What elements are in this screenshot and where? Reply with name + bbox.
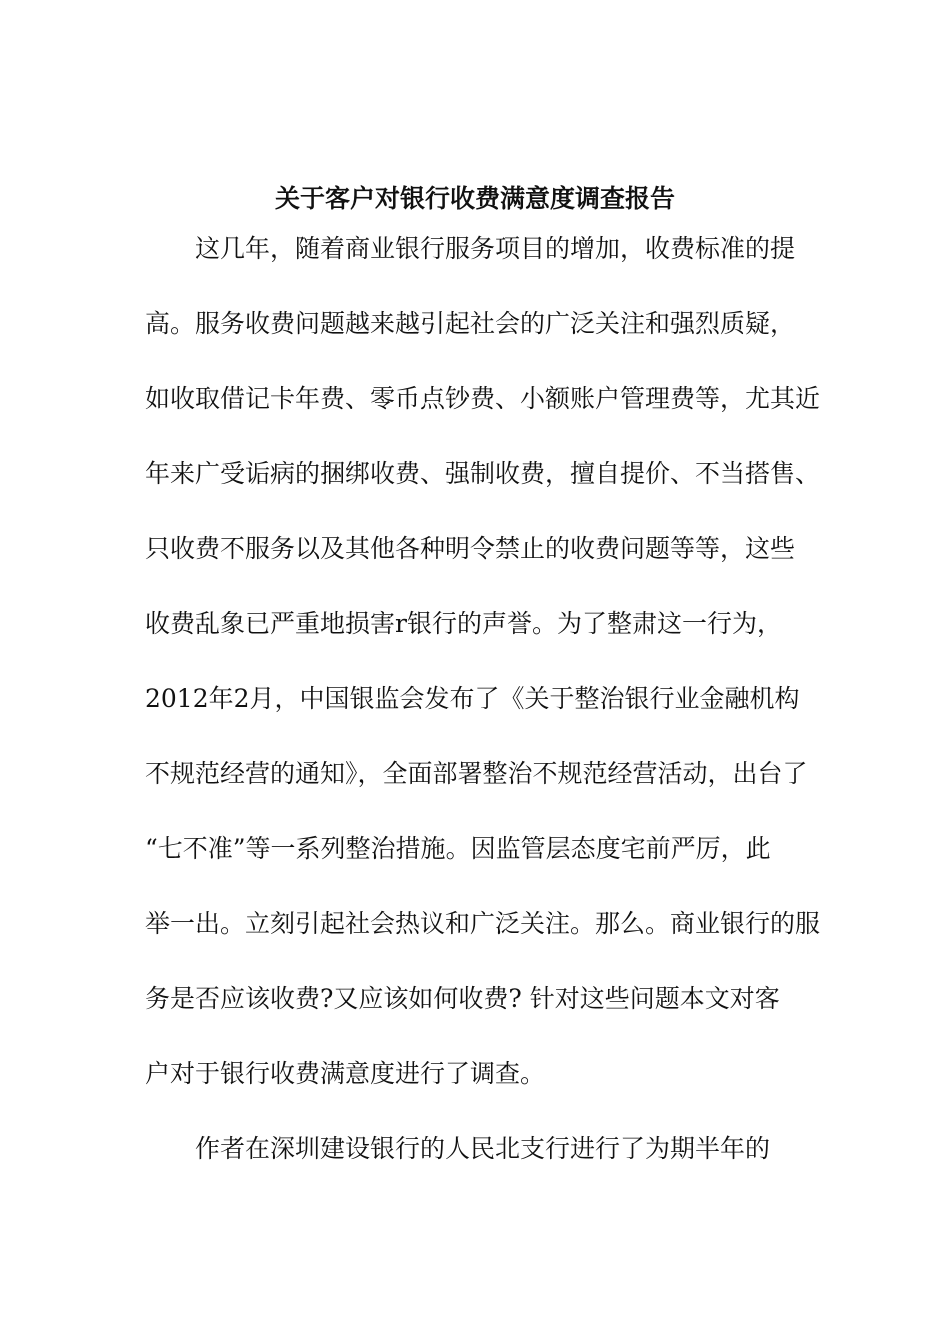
paragraph-line: 只收费不服务以及其他各种明令禁止的收费问题等等，这些 — [145, 534, 796, 563]
paragraph-line: 举一出。立刻引起社会热议和广泛关注。那么。商业银行的服 — [145, 909, 821, 938]
paragraph-line: 如收取借记卡年费、零币点钞费、小额账户管理费等，尤其近 — [145, 384, 821, 413]
paragraph-line: 户对于银行收费满意度进行了调查。 — [145, 1059, 546, 1088]
paragraph-line: 作者在深圳建设银行的人民北支行进行了为期半年的 — [195, 1134, 771, 1163]
paragraph-line: 收费乱象已严重地损害r银行的声誉。为了整肃这一行为， — [145, 609, 782, 638]
paragraph-line: 高。服务收费问题越来越引起社会的广泛关注和强烈质疑， — [145, 309, 796, 338]
paragraph-line: “七不准”等一系列整治措施。因监管层态度宅前严厉，此 — [145, 834, 771, 863]
paragraph-line: 2012年2月，中国银监会发布了《关于整治银行业金融机构 — [145, 684, 800, 713]
paragraph-line: 这几年，随着商业银行服务项目的增加，收费标准的提 — [195, 234, 796, 263]
paragraph-line: 不规范经营的通知》，全面部署整治不规范经营活动，出台了 — [145, 759, 808, 788]
paragraph-line: 务是否应该收费?又应该如何收费? 针对这些问题本文对客 — [145, 984, 780, 1013]
paragraph-line: 年来广受诟病的捆绑收费、强制收费，擅自提价、不当搭售、 — [145, 459, 821, 488]
document-title: 关于客户对银行收费满意度调查报告 — [274, 184, 675, 213]
